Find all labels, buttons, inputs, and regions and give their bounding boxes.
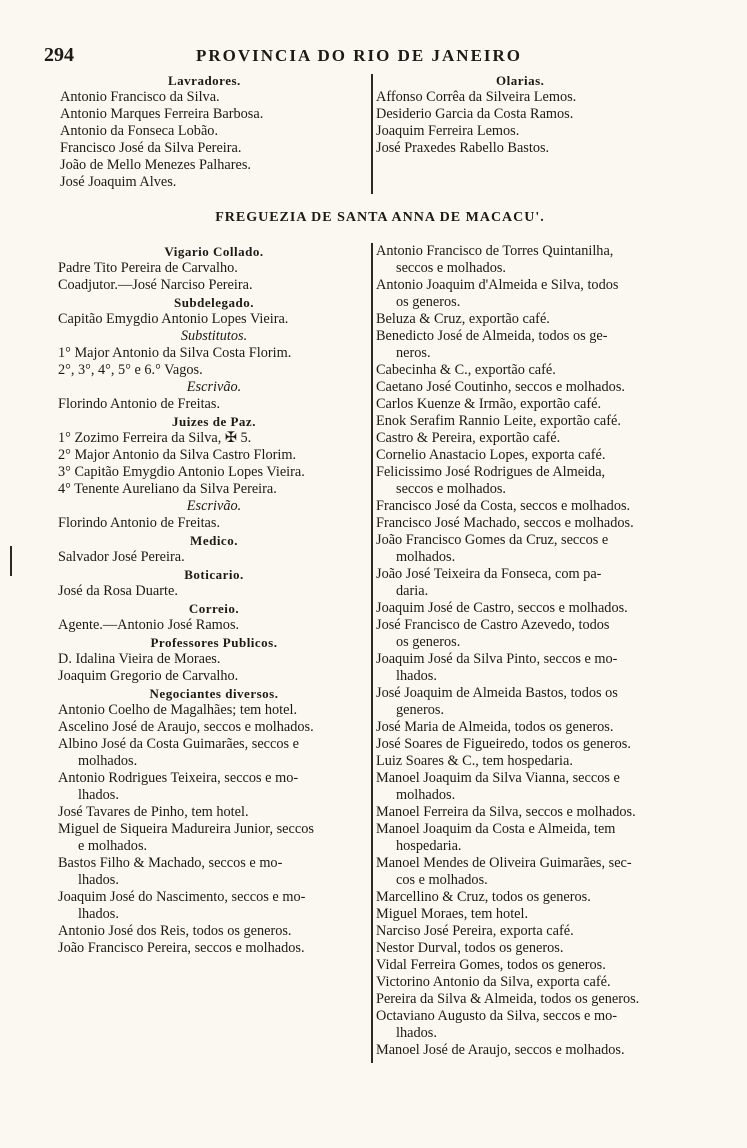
entry-continuation: cos e molhados. <box>396 872 488 888</box>
list-item: Affonso Corrêa da Silveira Lemos. <box>376 89 577 105</box>
entry-line: Antonio José dos Reis, todos os generos. <box>58 923 292 939</box>
section-heading: Boticario. <box>184 567 244 582</box>
entry-line: José Soares de Figueiredo, todos os generos. <box>376 736 631 752</box>
list-item: Francisco José da Silva Pereira. <box>60 140 242 156</box>
list-item: José Joaquim Alves. <box>60 174 177 190</box>
entry-line: Florindo Antonio de Freitas. <box>58 515 221 531</box>
entry-line: Carlos Kuenze & Irmão, exportão café. <box>376 396 602 412</box>
entry-line: 3° Capitão Emygdio Antonio Lopes Vieira. <box>58 464 305 480</box>
entry-line: D. Idalina Vieira de Moraes. <box>58 651 221 667</box>
entry-line: Miguel de Siqueira Madureira Junior, seccos <box>58 821 314 837</box>
entry-line: Manoel Ferreira da Silva, seccos e molhados. <box>376 804 636 820</box>
entry-line: Francisco José da Costa, seccos e molhados. <box>376 498 631 514</box>
entry-line: João Francisco Pereira, seccos e molhados. <box>58 940 305 956</box>
entry-line: Antonio Rodrigues Teixeira, seccos e mo- <box>58 770 299 786</box>
entry-continuation: seccos e molhados. <box>396 481 506 497</box>
list-item: Antonio da Fonseca Lobão. <box>60 123 219 139</box>
entry-line: Marcellino & Cruz, todos os generos. <box>376 889 591 905</box>
entry-continuation: generos. <box>396 702 445 718</box>
list-item: Desiderio Garcia da Costa Ramos. <box>376 106 574 122</box>
entry-line: Coadjutor.—José Narciso Pereira. <box>58 277 253 293</box>
entry-line: Octaviano Augusto da Silva, seccos e mo- <box>376 1008 618 1024</box>
entry-line: 4° Tenente Aureliano da Silva Pereira. <box>58 481 277 497</box>
list-item: José Praxedes Rabello Bastos. <box>376 140 550 156</box>
entry-line: Joaquim José do Nascimento, seccos e mo- <box>58 889 306 905</box>
entry-line: Antonio Francisco de Torres Quintanilha, <box>376 243 614 259</box>
entry-line: Joaquim José da Silva Pinto, seccos e mo- <box>376 651 618 667</box>
entry-line: Antonio Coelho de Magalhães; tem hotel. <box>58 702 298 718</box>
entry-line: Salvador José Pereira. <box>58 549 185 565</box>
entry-line: Narciso José Pereira, exporta café. <box>376 923 574 939</box>
section-heading: Subdelegado. <box>173 295 255 310</box>
sub-heading: Substitutos. <box>180 328 248 344</box>
entry-line: Manoel Mendes de Oliveira Guimarães, sec- <box>376 855 632 871</box>
entry-line: Nestor Durval, todos os generos. <box>376 940 564 956</box>
entry-line: Caetano José Coutinho, seccos e molhados. <box>376 379 625 395</box>
entry-line: Pereira da Silva & Almeida, todos os generos. <box>376 991 640 1007</box>
column-rule-top <box>371 74 373 194</box>
entry-line: Enok Serafim Rannio Leite, exportão café. <box>376 413 621 429</box>
entry-line: 2° Major Antonio da Silva Castro Florim. <box>58 447 297 463</box>
entry-line: Bastos Filho & Machado, seccos e mo- <box>58 855 283 871</box>
entry-continuation: lhados. <box>78 906 119 922</box>
entry-line: João José Teixeira da Fonseca, com pa- <box>376 566 602 582</box>
entry-line: Beluza & Cruz, exportão café. <box>376 311 550 327</box>
entry-line: Felicissimo José Rodrigues de Almeida, <box>376 464 606 480</box>
entry-line: Cornelio Anastacio Lopes, exporta café. <box>376 447 606 463</box>
entry-line: João Francisco Gomes da Cruz, seccos e <box>376 532 609 548</box>
section-heading: Negociantes diversos. <box>149 686 279 701</box>
entry-line: Albino José da Costa Guimarães, seccos e <box>58 736 300 752</box>
entry-line: Francisco José Machado, seccos e molhados. <box>376 515 634 531</box>
section-heading: Professores Publicos. <box>150 635 278 650</box>
entry-continuation: lhados. <box>396 668 437 684</box>
entry-continuation: daria. <box>396 583 429 599</box>
entry-continuation: seccos e molhados. <box>396 260 506 276</box>
list-item: Joaquim Ferreira Lemos. <box>376 123 520 139</box>
entry-line: José Tavares de Pinho, tem hotel. <box>58 804 249 820</box>
entry-line: José da Rosa Duarte. <box>58 583 178 599</box>
right-column <box>376 243 692 1059</box>
entry-line: Cabecinha & C., exportão café. <box>376 362 556 378</box>
entry-continuation: molhados. <box>396 549 456 565</box>
olarias-heading: Olarias. <box>496 73 545 88</box>
page-number: 294 <box>44 44 74 66</box>
column-rule-main <box>371 243 373 1063</box>
entry-line: Capitão Emygdio Antonio Lopes Vieira. <box>58 311 289 327</box>
entry-line: 1° Major Antonio da Silva Costa Florim. <box>58 345 292 361</box>
section-heading: Juizes de Paz. <box>172 414 256 429</box>
list-item: Antonio Francisco da Silva. <box>60 89 220 105</box>
entry-line: Antonio Joaquim d'Almeida e Silva, todos <box>376 277 619 293</box>
left-column <box>58 243 370 957</box>
section-heading: Vigario Collado. <box>164 244 264 259</box>
list-item: Antonio Marques Ferreira Barbosa. <box>60 106 264 122</box>
entry-line: Luiz Soares & C., tem hospedaria. <box>376 753 573 769</box>
list-item: João de Mello Menezes Palhares. <box>60 157 251 173</box>
entry-line: Joaquim José de Castro, seccos e molhados. <box>376 600 628 616</box>
section-title: FREGUEZIA DE SANTA ANNA DE MACACU'. <box>215 210 545 225</box>
olarias-block <box>376 72 696 157</box>
entry-continuation: molhados. <box>396 787 456 803</box>
lavradores-heading: Lavradores. <box>168 73 241 88</box>
entry-line: Manoel Joaquim da Costa e Almeida, tem <box>376 821 616 837</box>
entry-line: Vidal Ferreira Gomes, todos os generos. <box>376 957 606 973</box>
entry-line: Ascelino José de Araujo, seccos e molhados. <box>58 719 314 735</box>
entry-line: Manoel Joaquim da Silva Vianna, seccos e <box>376 770 620 786</box>
entry-line: Castro & Pereira, exportão café. <box>376 430 561 446</box>
section-heading: Correio. <box>188 601 240 616</box>
entry-line: Victorino Antonio da Silva, exporta café. <box>376 974 611 990</box>
entry-line: José Francisco de Castro Azevedo, todos <box>376 617 610 633</box>
entry-line: Miguel Moraes, tem hotel. <box>376 906 529 922</box>
sub-heading: Escrivão. <box>186 498 242 514</box>
entry-line: Padre Tito Pereira de Carvalho. <box>58 260 238 276</box>
entry-line: Joaquim Gregorio de Carvalho. <box>58 668 239 684</box>
running-title: PROVINCIA DO RIO DE JANEIRO <box>196 46 523 65</box>
margin-mark <box>10 546 12 576</box>
entry-line: Manoel José de Araujo, seccos e molhados. <box>376 1042 625 1058</box>
entry-line: José Maria de Almeida, todos os generos. <box>376 719 614 735</box>
entry-continuation: os generos. <box>396 634 461 650</box>
entry-line: Agente.—Antonio José Ramos. <box>58 617 240 633</box>
entry-continuation: os generos. <box>396 294 461 310</box>
entry-continuation: neros. <box>396 345 431 361</box>
entry-continuation: lhados. <box>78 872 119 888</box>
entry-continuation: hospedaria. <box>396 838 462 854</box>
page-header <box>44 44 704 68</box>
entry-continuation: molhados. <box>78 753 138 769</box>
lavradores-block <box>60 72 360 191</box>
entry-line: José Joaquim de Almeida Bastos, todos os <box>376 685 618 701</box>
entry-continuation: lhados. <box>396 1025 437 1041</box>
entry-continuation: lhados. <box>78 787 119 803</box>
entry-continuation: e molhados. <box>78 838 148 854</box>
entry-line: 1° Zozimo Ferreira da Silva, ✠ 5. <box>58 430 252 446</box>
entry-line: 2°, 3°, 4°, 5° e 6.° Vagos. <box>58 362 203 378</box>
entry-line: Benedicto José de Almeida, todos os ge- <box>376 328 608 344</box>
section-heading: Medico. <box>190 533 238 548</box>
sub-heading: Escrivão. <box>186 379 242 395</box>
entry-line: Florindo Antonio de Freitas. <box>58 396 221 412</box>
